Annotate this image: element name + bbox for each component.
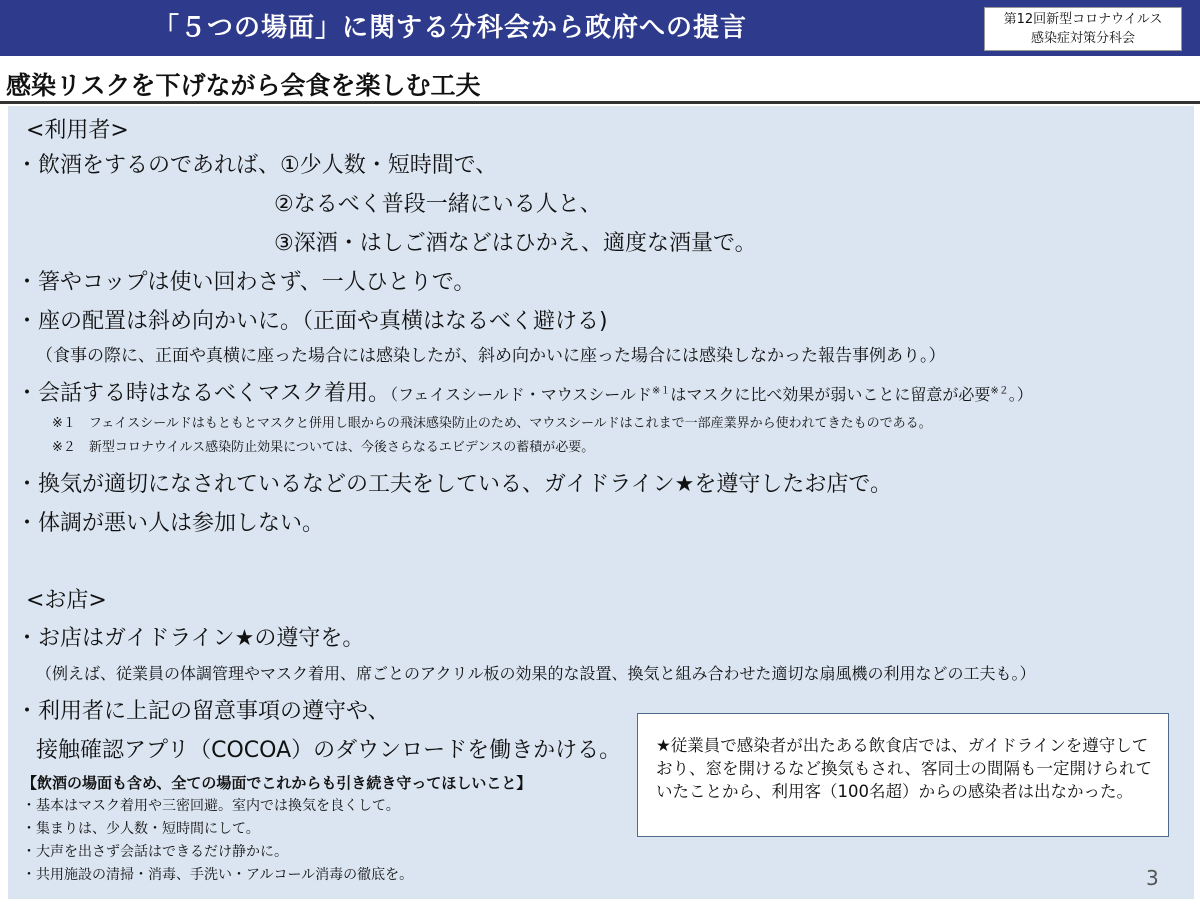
drink-line-2: ②なるべく普段一緒にいる人と、 xyxy=(274,192,602,217)
mask-note-sup2: ※２ xyxy=(990,385,1009,397)
guideline-item: ・お店はガイドライン★の遵守を。 xyxy=(16,626,365,651)
shop-heading: <お店> xyxy=(26,588,107,613)
footnote-1: ※１ フェイスシールドはもともとマスクと併用し眼からの飛沫感染防止のため、マウスシールドはこれまで一部産業界から使われてきたものである。 xyxy=(52,416,932,431)
always-item-1: ・基本はマスク着用や三密回避。室内では換気を良くして。 xyxy=(22,798,400,814)
mask-note-c: 。） xyxy=(1008,385,1033,404)
mask-note-sup1: ※１ xyxy=(651,385,671,397)
star-note-box: ★従業員で感染者が出たある飲食店では、ガイドラインを遵守しており、窓を開けるなど換気もされ、客同士の間隔も一定開けられていたことから、利用客（100名超）からの感染者は出なかった。 xyxy=(637,713,1169,837)
seating-item: ・座の配置は斜め向かいに。（正面や真横はなるべく避ける) xyxy=(16,309,608,334)
guideline-note: （例えば、従業員の体調管理やマスク着用、席ごとのアクリル板の効果的な設置、換気と組み合わせた適切な扇風機の利用などの工夫も。） xyxy=(36,664,1036,683)
meeting-label-line1: 第12回新型コロナウイルス xyxy=(1003,12,1163,27)
encourage-line-2: 接触確認アプリ（COCOA）のダウンロードを働きかける。 xyxy=(36,738,622,763)
seating-note: （食事の際に、正面や真横に座った場合には感染したが、斜め向かいに座った場合には感染しなかった報告事例あり。） xyxy=(36,346,946,366)
footnote-2: ※２ 新型コロナウイルス感染防止効果については、今後さらなるエビデンスの蓄積が必要。 xyxy=(52,440,595,455)
page-number: 3 xyxy=(1146,866,1159,890)
drink-line-1: ・飲酒をするのであれば、①少人数・短時間で、 xyxy=(16,153,498,178)
always-item-3: ・大声を出さず会話はできるだけ静かに。 xyxy=(22,844,288,860)
section-title: 感染リスクを下げながら会食を楽しむ工夫 xyxy=(6,71,481,100)
always-item-2: ・集まりは、少人数・短時間にして。 xyxy=(22,821,260,837)
meeting-label-line2: 感染症対策分科会 xyxy=(1030,31,1135,46)
chopsticks-item: ・箸やコップは使い回わさず、一人ひとりで。 xyxy=(16,270,476,295)
slide-title: 「５つの場面」に関する分科会から政府への提言 xyxy=(152,13,747,43)
ventilation-item: ・換気が適切になされているなどの工夫をしている、ガイドライン★を遵守したお店で。 xyxy=(16,472,892,497)
drink-line-3: ③深酒・はしご酒などはひかえ、適度な酒量で。 xyxy=(274,231,757,256)
users-heading: <利用者> xyxy=(26,118,129,143)
mask-note-a: （フェイスシールド・マウスシールド xyxy=(390,385,652,404)
mask-item xyxy=(16,376,1033,407)
unwell-item: ・体調が悪い人は参加しない。 xyxy=(16,511,325,536)
title-underline xyxy=(0,101,1200,104)
always-heading: 【飲酒の場面も含め、全ての場面でこれからも引き続き守ってほしいこと】 xyxy=(22,774,532,792)
mask-item-text: ・会話する時はなるべくマスク着用。 xyxy=(16,381,391,406)
always-item-4: ・共用施設の清掃・消毒、手洗い・アルコール消毒の徹底を。 xyxy=(22,867,414,883)
mask-note-b: はマスクに比べ効果が弱いことに留意が必要 xyxy=(670,385,991,404)
header-bar xyxy=(0,0,1200,56)
encourage-line-1: ・利用者に上記の留意事項の遵守や、 xyxy=(16,699,390,724)
meeting-label xyxy=(984,7,1182,51)
